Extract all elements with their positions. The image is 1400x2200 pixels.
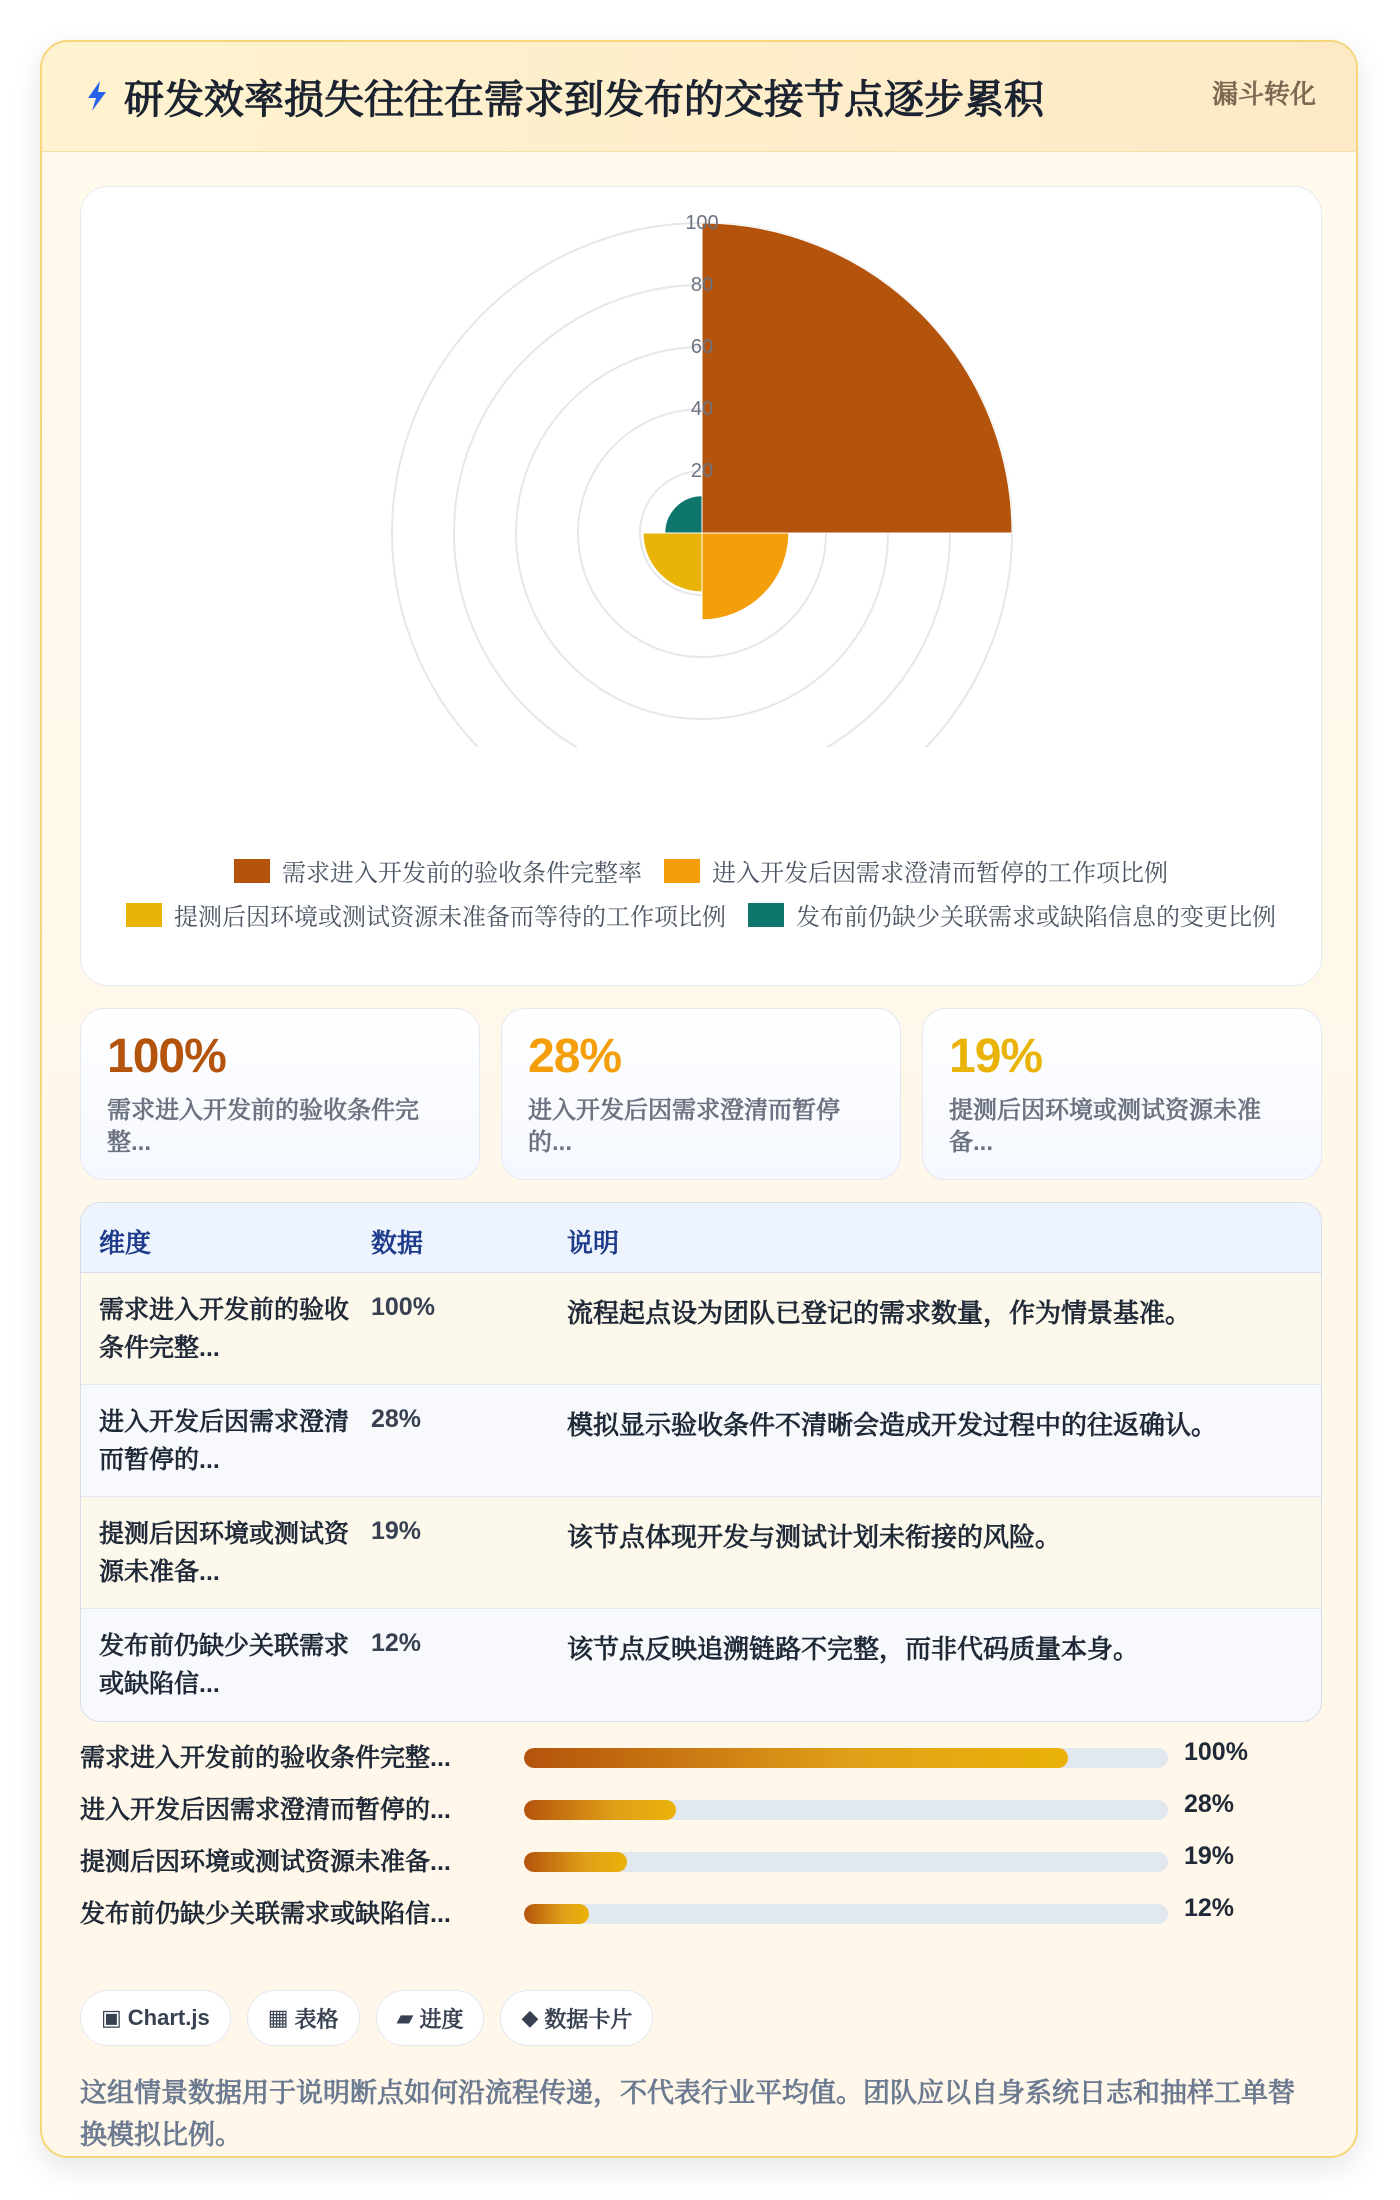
page-title: 研发效率损失往往在需求到发布的交接节点逐步累积 [124,78,1044,122]
cell-note: 模拟显示验收条件不清晰会造成开发过程中的往返确认。 [567,1410,1218,1440]
polar-sector [643,533,702,592]
cell-dimension: 需求进入开发前的验收条件完整... [99,1296,350,1362]
report-card [40,40,1358,2158]
legend-row-2 [81,897,1321,932]
cell-value: 19% [371,1517,422,1545]
stat-value: 28% [528,1030,622,1083]
progress-value: 100% [1184,1738,1248,1766]
progress-value: 12% [1184,1894,1235,1922]
table-row [81,1609,1321,1721]
stat-value: 19% [949,1030,1043,1083]
polar-chart-panel [80,186,1322,986]
progress-label: 提测后因环境或测试资源未准备... [80,1848,451,1876]
cell-note: 该节点体现开发与测试计划未衔接的风险。 [567,1522,1062,1552]
tick-label: 40 [690,398,714,420]
progress-fill [524,1852,627,1872]
tick-label: 60 [690,336,714,358]
legend-swatch [664,859,700,883]
table-header [81,1203,1321,1273]
tech-tags [80,1990,653,2046]
data-table [80,1202,1322,1722]
stat-value: 100% [107,1030,226,1083]
card-header [42,42,1356,152]
progress-track [524,1800,1168,1820]
column-header-dimension: 维度 [99,1228,152,1258]
column-header-data: 数据 [371,1228,424,1258]
cell-dimension: 进入开发后因需求澄清而暂停的... [99,1408,350,1474]
stat-card [80,1008,480,1180]
progress-track [524,1852,1168,1872]
stat-label: 提测后因环境或测试资源未准备... [949,1097,1261,1156]
progress-fill [524,1800,676,1820]
progress-list [80,1734,1322,1954]
tag-label: 进度 [419,2006,464,2032]
legend-row-1 [81,853,1321,888]
polar-sector [702,533,789,620]
progress-track [524,1904,1168,1924]
legend-label: 需求进入开发前的验收条件完整率 [282,860,642,887]
polar-sector [665,496,702,533]
tag-label: Chart.js [127,2005,210,2030]
legend-label: 进入开发后因需求澄清而暂停的工作项比例 [712,860,1168,887]
lightning-icon [82,78,112,114]
polar-sector [702,223,1012,533]
table-icon: ▦ [267,2005,289,2030]
stat-label: 需求进入开发前的验收条件完整... [107,1097,419,1156]
cell-dimension: 提测后因环境或测试资源未准备... [99,1520,350,1586]
column-header-note: 说明 [567,1228,620,1258]
tag-table[interactable] [247,1990,360,2046]
cell-value: 100% [371,1293,435,1321]
progress-value: 19% [1184,1842,1235,1870]
tag-chartjs[interactable] [80,1990,231,2046]
cell-note: 流程起点设为团队已登记的需求数量，作为情景基准。 [567,1298,1192,1328]
table-row [81,1497,1321,1609]
legend-label: 发布前仍缺少关联需求或缺陷信息的变更比例 [796,904,1276,931]
tag-label: 数据卡片 [544,2006,633,2032]
chart-icon: ▣ [101,2005,122,2030]
stat-card [501,1008,901,1180]
cell-dimension: 发布前仍缺少关联需求或缺陷信... [99,1632,350,1698]
legend-swatch [234,859,270,883]
legend-swatch [126,903,162,927]
stat-label: 进入开发后因需求澄清而暂停的... [528,1097,840,1156]
progress-label: 需求进入开发前的验收条件完整... [80,1744,451,1772]
tag-label: 表格 [294,2006,339,2032]
card-icon: ◆ [521,2005,539,2030]
legend-item[interactable] [664,853,1168,888]
table-row [81,1273,1321,1385]
progress-fill [524,1904,589,1924]
progress-row [80,1734,1322,1774]
tick-label: 20 [690,460,714,482]
tick-label: 100 [685,212,719,234]
progress-fill [524,1748,1068,1768]
chart-type-tag: 漏斗转化 [1211,79,1316,109]
progress-icon: ▰ [396,2005,414,2030]
progress-track [524,1748,1168,1768]
cell-value: 28% [371,1405,422,1433]
cell-note: 该节点反映追溯链路不完整，而非代码质量本身。 [567,1634,1140,1664]
legend-item[interactable] [234,853,642,888]
progress-value: 28% [1184,1790,1235,1818]
legend-label: 提测后因环境或测试资源未准备而等待的工作项比例 [174,904,726,931]
progress-row [80,1786,1322,1826]
progress-label: 进入开发后因需求澄清而暂停的... [80,1796,451,1824]
stat-card [922,1008,1322,1180]
progress-row [80,1838,1322,1878]
tick-label: 80 [690,274,714,296]
tag-data-card[interactable] [500,1990,653,2046]
footnote: 这组情景数据用于说明断点如何沿流程传递，不代表行业平均值。团队应以自身系统日志和抽样工单替换模拟比例。 [80,2078,1295,2150]
legend-swatch [748,903,784,927]
legend-item[interactable] [748,897,1276,932]
polar-area-chart [81,187,1323,747]
progress-row [80,1890,1322,1930]
legend-item[interactable] [126,897,726,932]
table-row [81,1385,1321,1497]
tag-progress[interactable] [376,1990,485,2046]
progress-label: 发布前仍缺少关联需求或缺陷信... [80,1900,451,1928]
cell-value: 12% [371,1629,422,1657]
